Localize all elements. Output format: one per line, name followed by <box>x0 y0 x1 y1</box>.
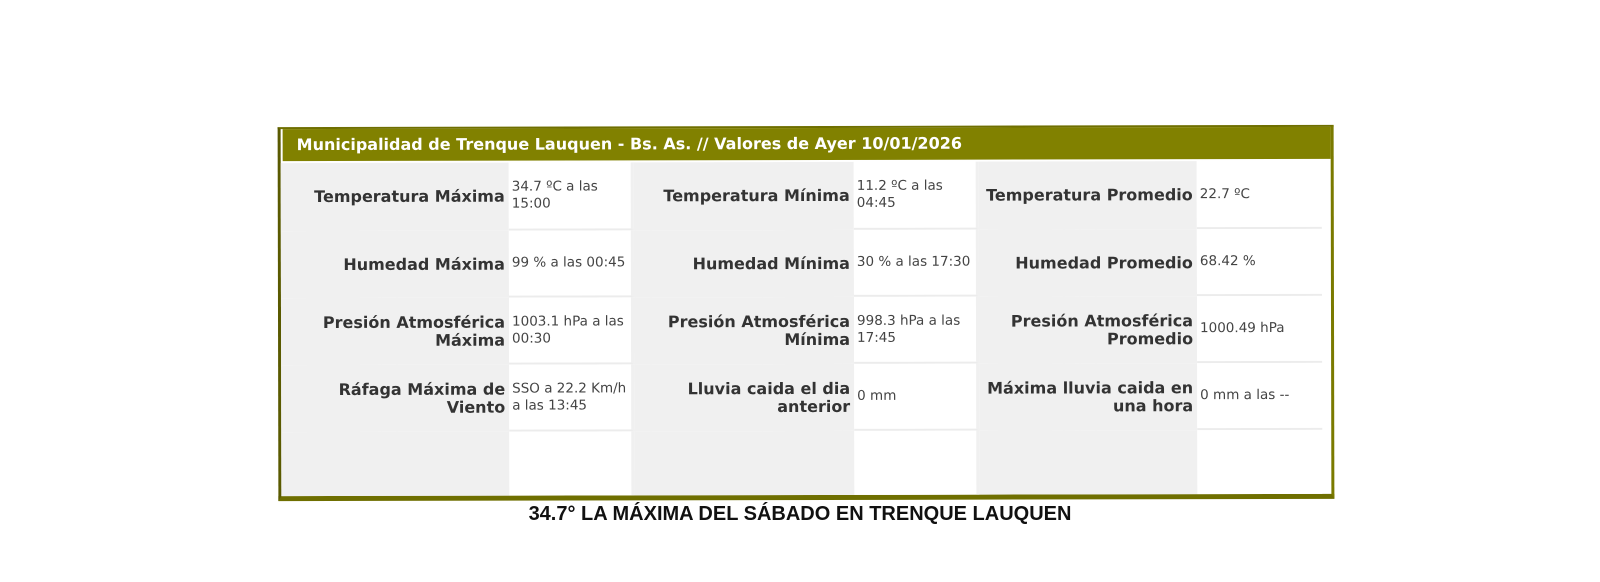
value-wind-gust-max: SSO a 22.2 Km/h a las 13:45 <box>509 364 634 431</box>
label-pressure-min: Presión Atmosférica Mínima <box>634 297 854 364</box>
empty-value-cell <box>854 431 979 495</box>
label-temp-min: Temperatura Mínima <box>634 162 854 230</box>
empty-label-cell <box>281 432 509 496</box>
value-temp-min: 11.2 ºC a las 04:45 <box>854 162 979 230</box>
weather-panel <box>278 125 1335 501</box>
value-humidity-max: 99 % a las 00:45 <box>509 230 634 297</box>
label-rain-max-hour: Máxima lluvia caida en una hora <box>979 363 1197 430</box>
label-pressure-max: Presión Atmosférica Máxima <box>281 298 509 365</box>
label-humidity-min: Humedad Mínima <box>634 230 854 297</box>
value-humidity-avg: 68.42 % <box>1197 229 1322 296</box>
label-wind-gust-max: Ráfaga Máxima de Viento <box>281 365 509 432</box>
value-rain-max-hour: 0 mm a las -- <box>1197 363 1322 430</box>
label-temp-max: Temperatura Máxima <box>281 163 509 231</box>
empty-value-cell <box>509 431 634 495</box>
value-temp-avg: 22.7 ºC <box>1197 161 1322 229</box>
label-pressure-avg: Presión Atmosférica Promedio <box>979 296 1197 363</box>
label-humidity-avg: Humedad Promedio <box>979 229 1197 296</box>
label-temp-avg: Temperatura Promedio <box>979 161 1197 229</box>
value-pressure-avg: 1000.49 hPa <box>1197 296 1322 363</box>
value-temp-max: 34.7 ºC a las 15:00 <box>509 162 634 230</box>
label-rain-previous-day: Lluvia caida el dia anterior <box>634 364 854 431</box>
panel-header: Municipalidad de Trenque Lauquen - Bs. As. // Valores de Ayer 10/01/2026 <box>283 127 1331 161</box>
weather-values-grid <box>281 161 1328 496</box>
empty-label-cell <box>979 430 1197 494</box>
image-caption: 34.7° LA MÁXIMA DEL SÁBADO EN TRENQUE LAUQUEN <box>528 503 1072 525</box>
value-pressure-min: 998.3 hPa a las 17:45 <box>854 297 979 364</box>
value-rain-previous-day: 0 mm <box>854 364 979 431</box>
value-humidity-min: 30 % a las 17:30 <box>854 230 979 297</box>
empty-label-cell <box>634 431 854 495</box>
label-humidity-max: Humedad Máxima <box>281 231 509 298</box>
empty-value-cell <box>1197 430 1322 494</box>
value-pressure-max: 1003.1 hPa a las 00:30 <box>509 297 634 364</box>
